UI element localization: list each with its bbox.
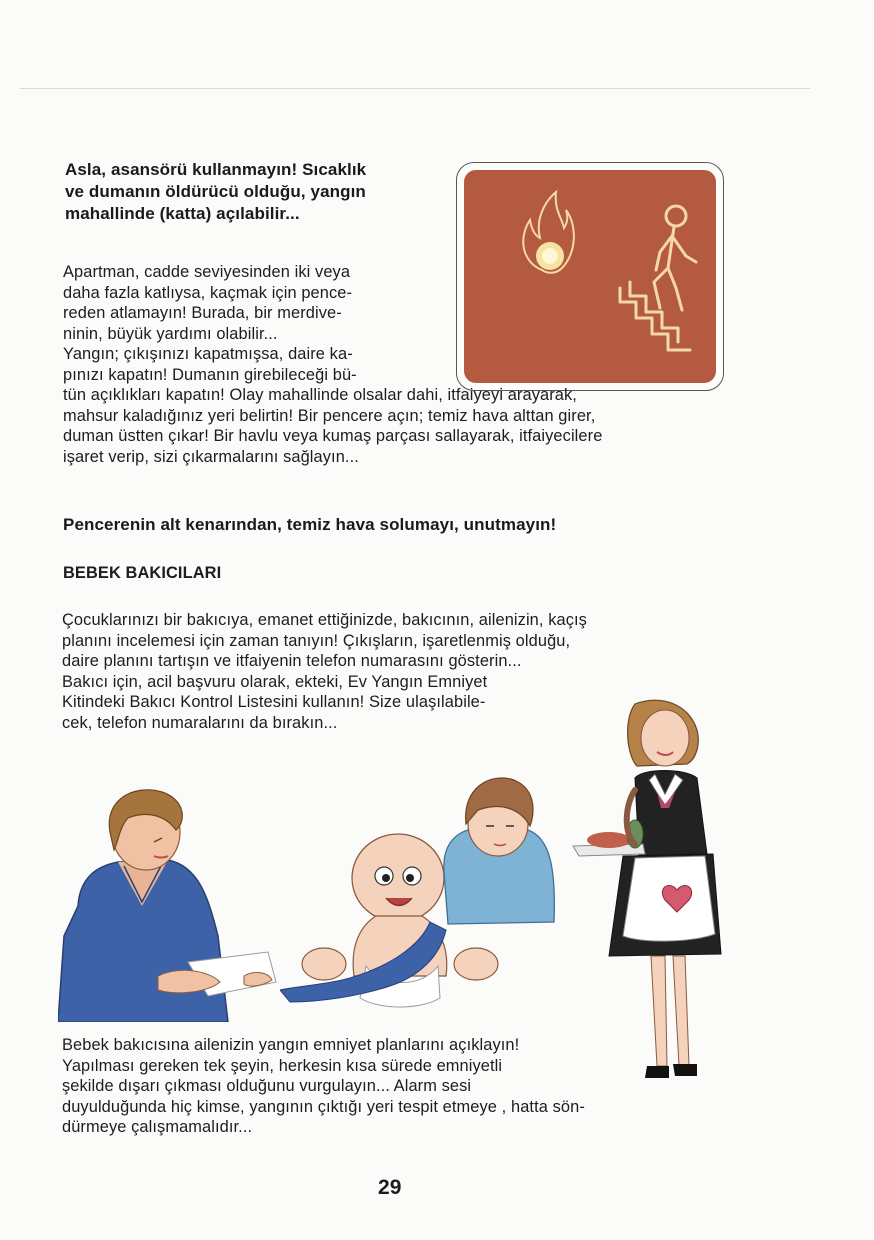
woman-reading-illustration — [58, 786, 288, 1022]
header-rule — [20, 88, 810, 89]
elevator-warning: Asla, asansörü kullanmayın! Sıcaklık ve dumanın öldürücü olduğu, yangın mahallinde (katta) açılabilir... — [65, 160, 367, 223]
person-icon — [620, 206, 696, 350]
escape-paragraph: Apartman, cadde seviyesinden iki veya daha fazla katlıysa, kaçmak için pence- reden atlamayın! Burada, bir merdive- ninin, büyük yardımı olabilir... Yangın; çıkışınızı kapatmışsa, daire ka- pınızı kapatın! Dumanın girebileceği bü- tün açıklıkları kapatın! Olay mahallinde olsalar dahi, itfaiyeyi arayarak, mahsur kaladığınız yeri belirtin! Bir pencere açın; temiz hava alttan girer, duman üstten çıkar! Bir havlu veya kumaş parçası sallayarak, itfaiyecilere işaret verip, sizi çıkarmalarını sağlayın... — [63, 263, 603, 466]
section-heading: BEBEK BAKICILARI — [63, 564, 222, 582]
page-number: 29 — [378, 1176, 402, 1199]
closing-paragraph: Bebek bakıcısına ailenizin yangın emniyet planlarını açıklayın! Yapılması gereken tek şeyin, herkesin kısa sürede emniyetli şekilde dışarı çıkması olduğunu vurgulayın... Alarm sesi duyulduğunda hiç kimse, yangının çıktığı yeri tespit etmeye , hatta sön- dürmeye çalışmamalıdır... — [62, 1036, 585, 1136]
flame-icon — [523, 192, 574, 273]
fresh-air-warning: Pencerenin alt kenarından, temiz hava solumayı, unutmayın! — [63, 515, 557, 534]
babysitter-illustration — [565, 694, 735, 1106]
child-in-blanket-illustration — [438, 772, 558, 932]
babysitter-paragraph: Çocuklarınızı bir bakıcıya, emanet ettiğinizde, bakıcının, ailenizin, kaçış planını incelemesi için zaman tanıyın! Çıkışların, işaretlenmiş olduğu, daire planını tartışın ve itfaiyenin telefon numarasını gösterin... Bakıcı için, acil başvuru olarak, ekteki, Ev Yangın Emniyet Kitindeki Bakıcı Kontrol Listesini kullanın! Size ulaşılabile- cek, telefon numaralarını da bırakın... — [62, 611, 587, 732]
